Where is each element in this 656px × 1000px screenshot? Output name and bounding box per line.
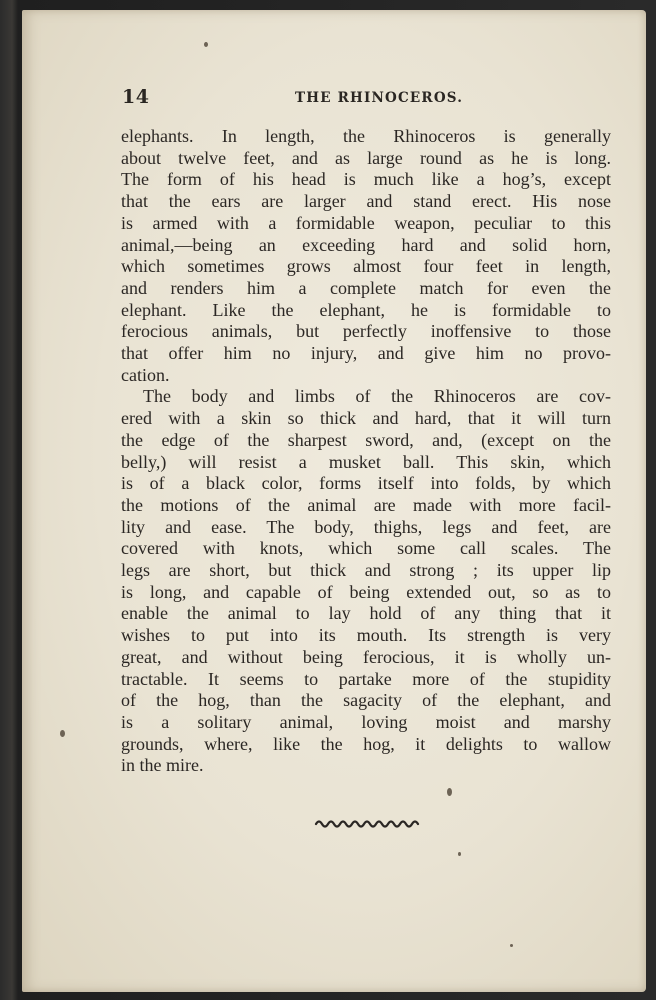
text-line: elephant. Like the elephant, he is formidable to <box>121 299 611 320</box>
text-line: The body and limbs of the Rhinoceros are cov- <box>143 386 611 407</box>
text-line: covered with knots, which some call scales. The <box>121 538 611 559</box>
paper-speck <box>447 788 452 796</box>
body-text <box>121 126 611 777</box>
wavy-rule-ornament <box>314 816 424 832</box>
text-line: tractable. It seems to partake more of the stupidity <box>121 668 611 689</box>
text-line: belly,) will resist a musket ball. This skin, which <box>121 451 611 472</box>
text-line: of the hog, than the sagacity of the elephant, and <box>121 690 611 711</box>
book-page <box>22 10 646 992</box>
text-line: in the mire. <box>121 755 204 776</box>
page-number: 14 <box>122 86 150 108</box>
text-line: animal,—being an exceeding hard and solid horn, <box>121 234 611 255</box>
paper-speck <box>60 730 65 737</box>
text-line: elephants. In length, the Rhinoceros is generally <box>121 126 611 146</box>
text-line: which sometimes grows almost four feet in length, <box>121 256 611 277</box>
text-line: lity and ease. The body, thighs, legs and feet, are <box>121 516 611 537</box>
text-line: and renders him a complete match for even the <box>121 277 611 298</box>
paper-speck <box>204 42 208 47</box>
text-line: The form of his head is much like a hog’s, except <box>121 169 611 190</box>
paper-speck <box>458 852 461 856</box>
running-title: THE RHINOCEROS. <box>295 90 464 106</box>
text-line: legs are short, but thick and strong ; its upper lip <box>121 560 611 581</box>
paragraph-1 <box>121 126 611 386</box>
text-line: that offer him no injury, and give him no provo- <box>121 343 611 364</box>
text-line: ered with a skin so thick and hard, that it will turn <box>121 408 611 429</box>
text-line: is a solitary animal, loving moist and marshy <box>121 711 611 732</box>
text-line: is armed with a formidable weapon, peculiar to this <box>121 212 611 233</box>
paper-speck <box>510 944 513 947</box>
running-head <box>122 78 472 118</box>
text-line: grounds, where, like the hog, it delights to wallow <box>121 733 611 754</box>
text-line: that the ears are larger and stand erect. His nose <box>121 191 611 212</box>
text-line: great, and without being ferocious, it is wholly un- <box>121 646 611 667</box>
text-line: ferocious animals, but perfectly inoffensive to those <box>121 321 611 342</box>
text-line: is long, and capable of being extended out, so as to <box>121 581 611 602</box>
text-line: the motions of the animal are made with more facil- <box>121 494 611 515</box>
text-line: enable the animal to lay hold of any thing that it <box>121 603 611 624</box>
paragraph-2 <box>121 386 611 777</box>
text-line: about twelve feet, and as large round as he is long. <box>121 147 611 168</box>
text-line: wishes to put into its mouth. Its strength is very <box>121 625 611 646</box>
text-line: the edge of the sharpest sword, and, (except on the <box>121 429 611 450</box>
text-line: is of a black color, forms itself into folds, by which <box>121 473 611 494</box>
text-line: cation. <box>121 364 170 385</box>
